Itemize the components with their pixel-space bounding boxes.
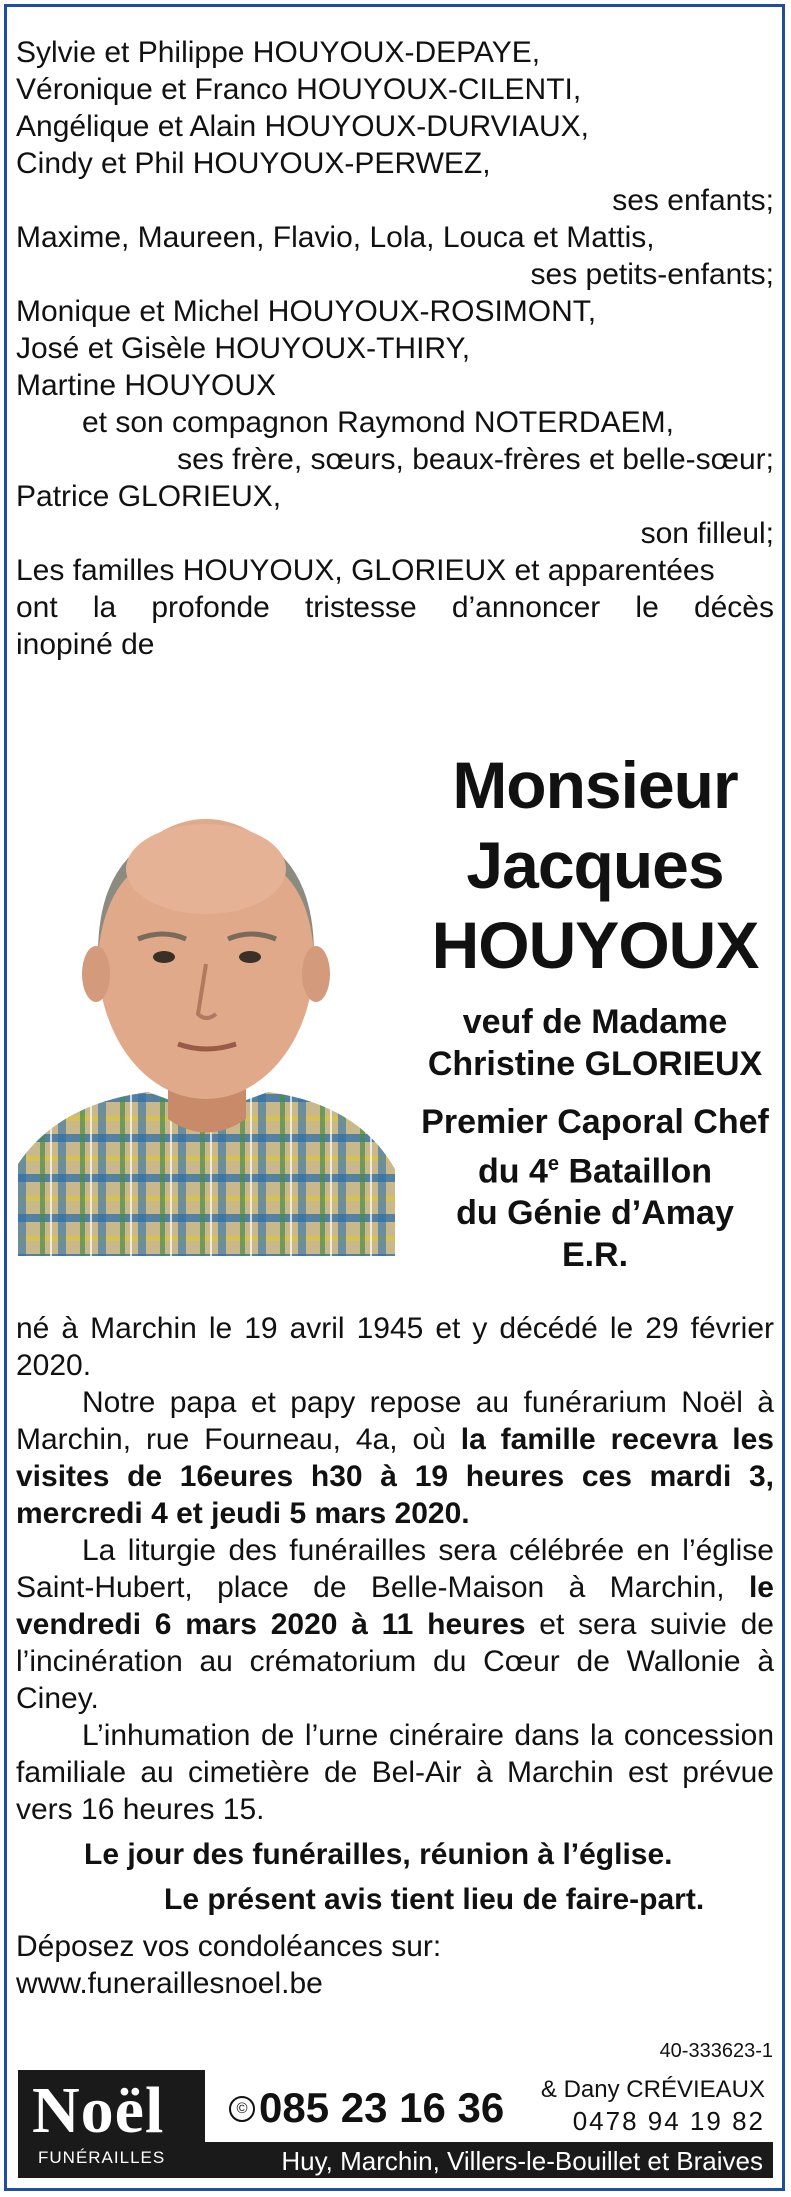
logo-subtitle: FUNÉRAILLES — [38, 2148, 166, 2167]
deceased-last-name: HOUYOUX — [431, 908, 759, 982]
deceased-first-name: Jacques — [466, 828, 724, 902]
rank-line: Premier Caporal Chef — [421, 1103, 769, 1141]
family-line: Sylvie et Philippe HOUYOUX-DEPAYE, — [16, 36, 541, 69]
noel-logo — [18, 2070, 205, 2178]
widow-line: veuf de Madame — [462, 1003, 728, 1041]
family-line: José et Gisèle HOUYOUX-THIRY, — [16, 332, 471, 365]
liturgy-paragraph: La liturgie des funérailles sera célébrée en l’église Saint-Hubert, place de Belle-Maison à Marchin, le vendredi 6 mars 2020 à 11 heures et sera suivie de l’incinération au crématorium du Cœur de Wallonie à Ciney. — [16, 1534, 774, 1715]
relation-label: ses petits-enfants; — [530, 258, 774, 291]
condolences-label: Déposez vos condoléances sur: — [16, 1930, 442, 1963]
rank-line: E.R. — [561, 1236, 629, 1275]
relation-label: ses frère, sœurs, beaux-frères et belle-sœur; — [177, 443, 774, 476]
copyright-icon: © — [229, 2096, 255, 2122]
portrait-photo — [18, 774, 395, 1256]
ordinal-suffix: e — [547, 1153, 559, 1175]
family-line: Martine HOUYOUX — [16, 369, 277, 402]
deceased-block — [405, 745, 785, 1276]
spouse-name: Christine GLORIEUX — [427, 1045, 763, 1083]
family-line: Maxime, Maureen, Flavio, Lola, Louca et Mattis, — [16, 221, 655, 254]
funeral-home-banner — [18, 2070, 773, 2178]
birth-paragraph: né à Marchin le 19 avril 1945 et y décédé le 29 février 2020. — [16, 1312, 774, 1382]
notice-line: Le présent avis tient lieu de faire-part. — [164, 1883, 705, 1916]
main-phone[interactable]: 085 23 16 36 — [259, 2084, 505, 2131]
partner-name: & Dany CRÉVIEAUX — [540, 2076, 765, 2103]
reference-number: 40-333623-1 — [659, 2040, 773, 2062]
family-line: Véronique et Franco HOUYOUX-CILENTI, — [16, 73, 582, 106]
rank-line: du Génie d’Amay — [456, 1194, 734, 1233]
rank-text: Bataillon — [559, 1152, 713, 1191]
logo-word: Noël — [32, 2074, 165, 2147]
family-line: et son compagnon Raymond NOTERDAEM, — [82, 406, 674, 439]
portrait-illustration — [18, 774, 395, 1256]
family-line: Angélique et Alain HOUYOUX-DURVIAUX, — [16, 110, 590, 143]
announcement-line: ont la profonde tristesse d’annoncer le décès — [16, 591, 774, 624]
locations-bar — [205, 2142, 773, 2178]
family-line: Patrice GLORIEUX, — [16, 480, 282, 513]
relation-label: son filleul; — [640, 517, 774, 550]
partner-phone[interactable]: 0478 94 19 82 — [572, 2106, 765, 2136]
deceased-title: Monsieur — [452, 748, 738, 822]
family-list — [16, 34, 774, 663]
rank-line — [405, 1143, 785, 1192]
notice-body — [16, 1310, 774, 2002]
visit-paragraph: Notre papa et papy repose au funérarium Noël à Marchin, rue Fourneau, 4a, où la famille recevra les visites de 16eures h30 à 19 heures ces mardi 3, mercredi 4 et jeudi 5 mars 2020. — [16, 1386, 774, 1530]
meeting-line: Le jour des funérailles, réunion à l’église. — [84, 1838, 673, 1871]
burial-paragraph: L’inhumation de l’urne cinéraire dans la concession familiale au cimetière de Bel-Air à Marchin est prévue vers 16 heures 15. — [16, 1719, 774, 1826]
family-line: Cindy et Phil HOUYOUX-PERWEZ, — [16, 147, 491, 180]
rank-text: du 4 — [477, 1152, 548, 1191]
locations-text: Huy, Marchin, Villers-le-Bouillet et Braives — [281, 2146, 763, 2176]
contact-zone — [205, 2070, 773, 2142]
relation-label: ses enfants; — [612, 184, 774, 217]
announcement-line: inopiné de — [16, 628, 155, 661]
condolences-website[interactable]: www.funeraillesnoel.be — [16, 1967, 323, 2000]
family-line: Monique et Michel HOUYOUX-ROSIMONT, — [16, 295, 597, 328]
family-line: Les familles HOUYOUX, GLORIEUX et apparentées — [16, 554, 715, 587]
